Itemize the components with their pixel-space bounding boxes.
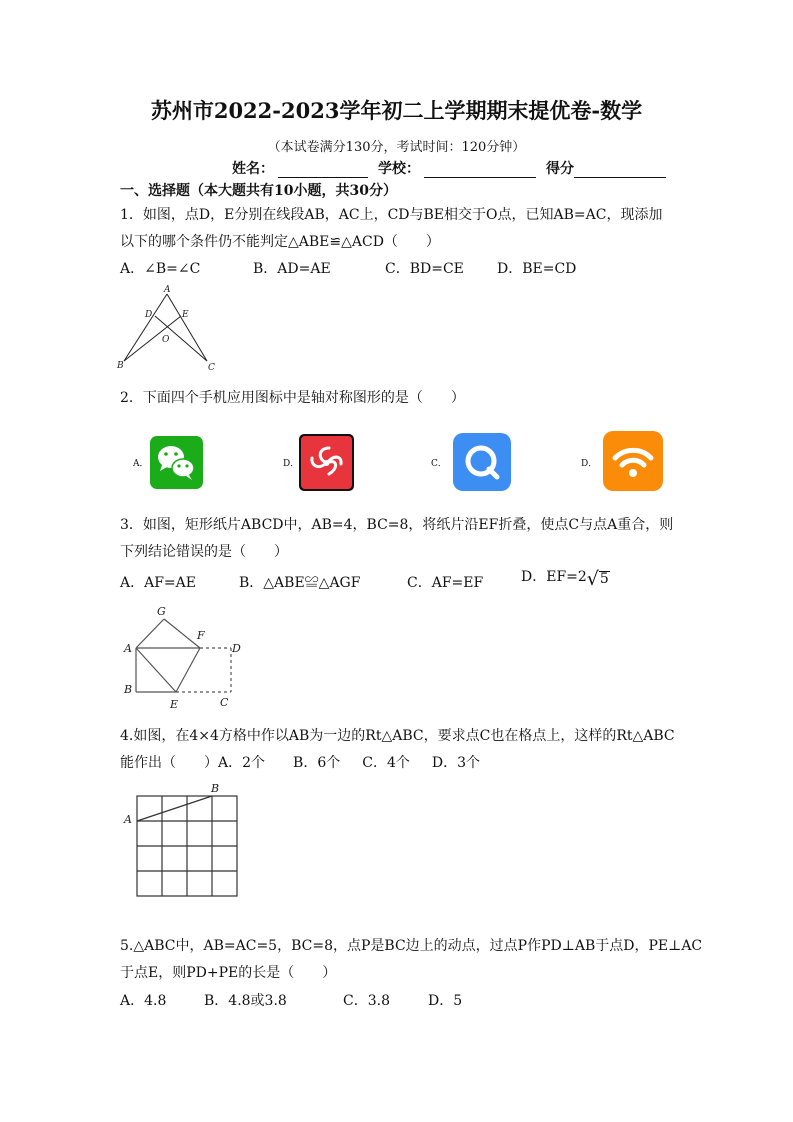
- phoenix-icon: [299, 434, 354, 491]
- q5-text-line1: 5.△ABC中，AB=AC=5，BC=8，点P是BC边上的动点，过点P作PD⊥AB于点D，PE⊥AC: [120, 938, 703, 954]
- q5-text-line2: 于点E，则PD+PE的长是（ ）: [120, 965, 337, 981]
- q1-label-e: E: [182, 310, 189, 320]
- q1-text-line2: 以下的哪个条件仍不能判定△ABE≌△ACD（ ）: [120, 234, 440, 250]
- q4-text-line1: 4.如图，在4×4方格中作以AB为一边的Rt△ABC，要求点C也在格点上，这样的Rt△ABC: [120, 728, 675, 744]
- q3-option-a: A．AF=AE: [120, 575, 196, 591]
- q3-label-g: G: [157, 605, 166, 618]
- q3-option-b: B．△ABE≌△AGF: [239, 575, 361, 591]
- score-label: 得分: [546, 161, 574, 177]
- wechat-icon: [150, 436, 203, 489]
- q4-text-line2: [120, 752, 480, 772]
- q5-option-c: C．3.8: [343, 993, 390, 1009]
- q3-text-line2: 下列结论错误的是（ ）: [120, 544, 288, 560]
- section-heading: 一、选择题（本大题共有10小题，共30分）: [120, 183, 397, 199]
- q2-icon-label-b: D．: [283, 459, 300, 469]
- q4-label-b: B: [211, 782, 220, 795]
- q4-option-b: B．6个: [293, 755, 341, 771]
- school-label: 学校：: [378, 161, 420, 177]
- q4-option-c: C．4个: [362, 755, 410, 771]
- q3-label-e: E: [170, 698, 179, 711]
- q1-label-d: D: [145, 310, 153, 320]
- score-blank[interactable]: [574, 161, 666, 178]
- q3-option-d: [521, 568, 610, 590]
- q5-option-b: B．4.8或3.8: [204, 993, 287, 1009]
- q1-label-a: A: [164, 285, 171, 295]
- q4-option-a: A．2个: [218, 755, 266, 771]
- q5-option-a: A．4.8: [120, 993, 167, 1009]
- q1-option-b: B．AD=AE: [253, 261, 331, 277]
- q3-label-c: C: [220, 696, 229, 709]
- school-blank[interactable]: [424, 161, 536, 178]
- q4-grid-figure: [120, 780, 245, 900]
- name-blank[interactable]: [278, 161, 368, 178]
- name-label: 姓名：: [232, 161, 274, 177]
- q3-label-a: A: [124, 642, 132, 655]
- q1-option-c: C．BD=CE: [385, 261, 464, 277]
- q3-option-d-prefix: D．EF=2: [521, 569, 587, 585]
- q5-option-d: D．5: [428, 993, 463, 1009]
- wifi-icon: [603, 431, 663, 491]
- q1-option-a: A．∠B=∠C: [120, 261, 201, 277]
- q3-option-d-radicand: 5: [599, 571, 609, 587]
- q2-icon-label-a: A．: [133, 459, 149, 469]
- page-title: 苏州市2022-2023学年初二上学期期末提优卷-数学: [150, 98, 643, 123]
- q3-option-c: C．AF=EF: [407, 575, 484, 591]
- exam-info-subtitle: （本试卷满分130分，考试时间：120分钟）: [267, 140, 526, 155]
- q2-icon-label-c: C．: [431, 459, 447, 469]
- q4-option-d: D．3个: [431, 755, 480, 771]
- q2-icon-label-d: D．: [581, 459, 598, 469]
- q4-text-prefix: 能作出（ ）: [120, 755, 218, 771]
- q1-text-line1: 1．如图，点D，E分别在线段AB，AC上，CD与BE相交于O点，已知AB=AC，现添加: [120, 207, 663, 223]
- q3-label-f: F: [197, 629, 205, 642]
- q3-fold-figure: [118, 600, 258, 712]
- sqrt-symbol: √ 5: [586, 568, 609, 590]
- q1-label-o: O: [162, 335, 170, 345]
- q3-label-d: D: [232, 642, 241, 655]
- q1-option-d: D．BE=CD: [497, 261, 577, 277]
- q2-text-line1: 2．下面四个手机应用图标中是轴对称图形的是（ ）: [120, 390, 465, 406]
- q3-label-b: B: [124, 683, 133, 696]
- q1-label-c: C: [208, 363, 215, 373]
- q4-label-a: A: [124, 813, 132, 826]
- q1-triangle-figure: [112, 284, 222, 374]
- q3-text-line1: 3．如图，矩形纸片ABCD中，AB=4，BC=8，将纸片沿EF折叠，使点C与点A重合，则: [120, 517, 674, 533]
- student-info-row: [232, 158, 676, 178]
- q1-label-b: B: [117, 361, 124, 371]
- search-q-icon: [453, 433, 511, 491]
